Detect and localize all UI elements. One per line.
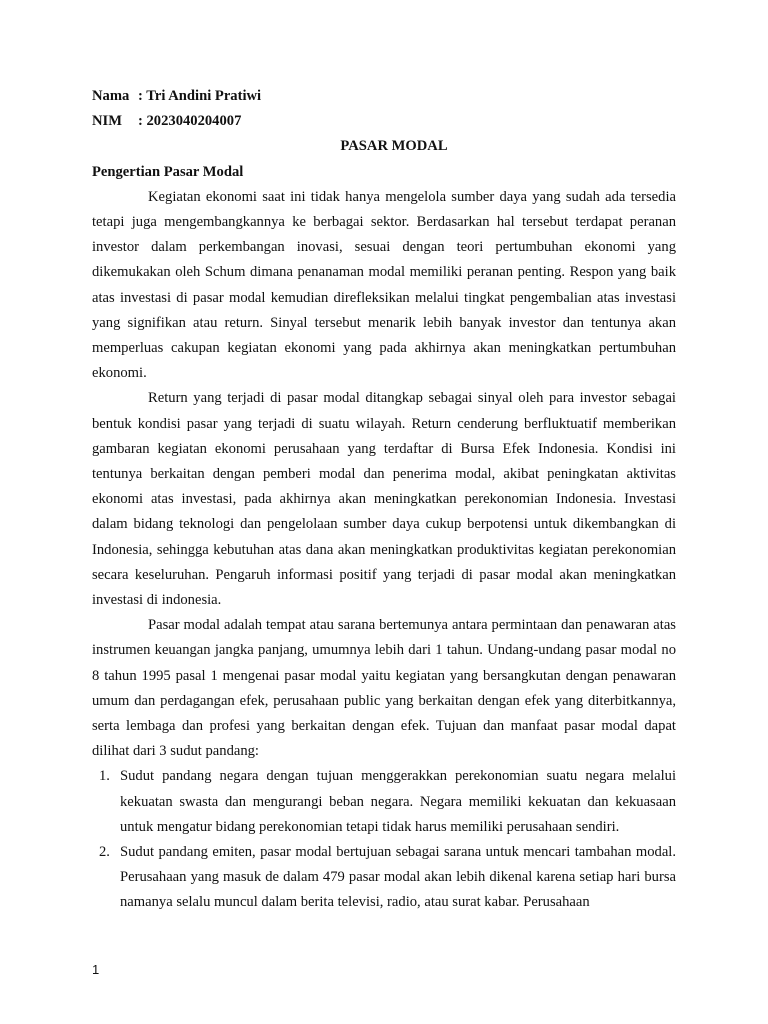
list-item-text: Sudut pandang negara dengan tujuan menggerakkan perekonomian suatu negara melalui kekuatan swasta dan mengurangi beban negara. Negara memiliki kekuatan dan kekuasaan untuk mengatur bidang perekonomian tetapi tidak harus memiliki perusahaan sendiri. [120,768,676,835]
name-value: : Tri Andini Pratiwi [138,88,262,104]
nim-row [92,109,676,134]
section-heading: Pengertian Pasar Modal [92,163,244,180]
list-item-number: 2. [99,844,110,861]
purpose-list [92,764,676,915]
paragraph-3: Pasar modal adalah tempat atau sarana bertemunya antara permintaan dan penawaran atas instrumen keuangan jangka panjang, umumnya lebih dari 1 tahun. Undang-undang pasar modal no 8 tahun 1995 pasal 1 mengenai pasar modal yaitu kegiatan yang bersangkutan dengan penawaran umum dan perdagangan efek, perusahaan public yang berkaitan dengan efek yang diterbitkannya, serta lembaga dan profesi yang berkaitan dengan efek. Tujuan dan manfaat pasar modal dapat dilihat dari 3 sudut pandang: [92,617,676,760]
page-number: 1 [92,962,100,977]
paragraph-2: Return yang terjadi di pasar modal ditangkap sebagai sinyal oleh para investor sebagai bentuk kondisi pasar yang terjadi di suatu wilayah. Return cenderung berfluktuatif memberikan gambaran kegiatan ekonomi perusahaan yang terdaftar di Bursa Efek Indonesia. Kondisi ini tentunya berkaitan dengan pemberi modal dan penerima modal, akibat peningkatan aktivitas ekonomi atas investasi, pada akhirnya akan meningkatkan perekonomian Indonesia. Investasi dalam bidang teknologi dan pengelolaan sumber daya cukup berpotensi untuk dikembangkan di Indonesia, sehingga kebutuhan atas dana akan meningkatkan produktivitas kegiatan perekonomian secara keseluruhan. Pengaruh informasi positif yang terjadi di pasar modal akan meningkatkan investasi di indonesia. [92,390,676,608]
name-row [92,84,676,109]
list-item-number: 1. [99,768,110,785]
list-item [92,840,676,916]
document-title: PASAR MODAL [340,138,448,155]
paragraph-1: Kegiatan ekonomi saat ini tidak hanya mengelola sumber daya yang sudah ada tersedia tetapi juga mengembangkannya ke berbagai sektor. Berdasarkan hal tersebut terdapat peranan investor dalam perkembangan inovasi, sesuai dengan teori pertumbuhan ekonomi yang dikemukakan oleh Schum dimana penanaman modal memiliki peranan penting. Respon yang baik atas investasi di pasar modal kemudian direfleksikan melalui tingkat pengembalian atas investasi yang signifikan atau return. Sinyal tersebut menarik lebih banyak investor dan tentunya akan memperluas cakupan kegiatan ekonomi yang pada akhirnya akan meningkatkan pertumbuhan ekonomi. [92,188,676,382]
document-body [92,84,676,916]
name-label: Nama [92,88,130,104]
list-item-text: Sudut pandang emiten, pasar modal bertujuan sebagai sarana untuk mencari tambahan modal. Perusahaan yang masuk de dalam 479 pasar modal akan lebih dikenal karena setiap hari bursa namanya selalu muncul dalam berita televisi, radio, atau surat kabar. Perusahaan [120,844,676,911]
nim-label: NIM [92,113,122,130]
nim-value: : 2023040204007 [138,113,242,130]
list-item [92,764,676,840]
